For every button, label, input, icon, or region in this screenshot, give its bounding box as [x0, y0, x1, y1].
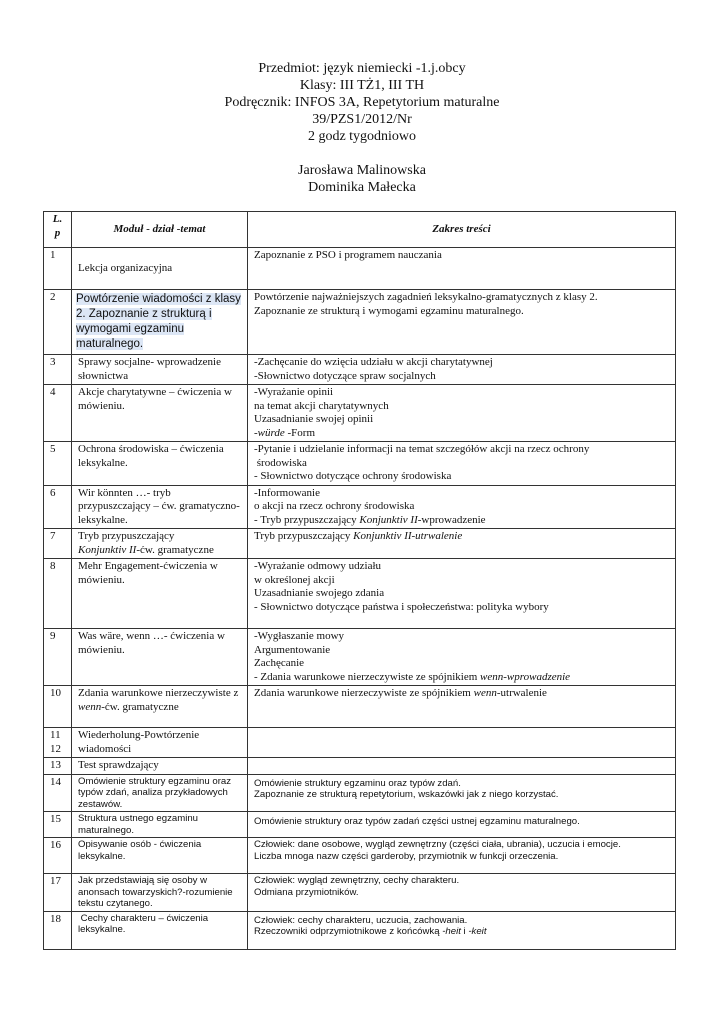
- row-module: Struktura ustnego egzaminu maturalnego.: [72, 812, 248, 838]
- table-row: [44, 485, 676, 529]
- row-number: 1: [44, 248, 72, 290]
- table-row: [44, 686, 676, 728]
- row-number: 3: [44, 355, 72, 385]
- row-module: Ochrona środowiska – ćwiczenia leksykalne.: [72, 442, 248, 486]
- row-module: Wiederholung-Powtórzenie wiadomości: [72, 728, 248, 758]
- classes-line: Klasy: III TŻ1, III TH: [299, 78, 425, 93]
- row-number: 16: [44, 838, 72, 874]
- row-module: Tryb przypuszczający Konjunktiv II-ćw. gramatyczne: [72, 529, 248, 559]
- row-number: 13: [44, 758, 72, 775]
- textbook-line: Podręcznik: INFOS 3A, Repetytorium maturalne: [224, 95, 500, 110]
- table-row: [44, 529, 676, 559]
- row-content: Omówienie struktury oraz typów zadań części ustnej egzaminu maturalnego.: [248, 812, 676, 838]
- table-row: [44, 290, 676, 355]
- row-content: Tryb przypuszczający Konjunktiv II-utrwalenie: [248, 529, 676, 559]
- row-number: 15: [44, 812, 72, 838]
- row-content: -Zachęcanie do wzięcia udziału w akcji charytatywnej -Słownictwo dotyczące spraw socjalnych: [248, 355, 676, 385]
- table-row: [44, 874, 676, 912]
- row-number: 6: [44, 485, 72, 529]
- row-content: Omówienie struktury egzaminu oraz typów zdań. Zapoznanie ze strukturą repetytorium, wskazówki jak z niego korzystać.: [248, 774, 676, 812]
- row-number: 9: [44, 629, 72, 686]
- row-content: Człowiek: wygląd zewnętrzny, cechy charakteru. Odmiana przymiotników.: [248, 874, 676, 912]
- row-content: -Wyrażanie odmowy udziału w określonej akcji Uzasadnianie swojego zdania - Słownictwo dotyczące państwa i społeczeństwa: polityka wybory: [248, 559, 676, 629]
- table-row: [44, 812, 676, 838]
- table-row: [44, 385, 676, 442]
- table-row: [44, 559, 676, 629]
- row-module: Mehr Engagement-ćwiczenia w mówieniu.: [72, 559, 248, 629]
- row-module: Powtórzenie wiadomości z klasy 2. Zapoznanie z strukturą i wymogami egzaminu maturalnego.: [72, 290, 248, 355]
- column-header-content: Zakres treści: [248, 212, 676, 248]
- author-name: Jarosława Malinowska: [298, 163, 426, 178]
- table-row: [44, 774, 676, 812]
- row-content: -Informowanie o akcji na rzecz ochrony środowiska - Tryb przypuszczający Konjunktiv II-wprowadzenie: [248, 485, 676, 529]
- row-number: 4: [44, 385, 72, 442]
- subject-line: Przedmiot: język niemiecki -1.j.obcy: [258, 61, 466, 76]
- column-header-lp: L. p: [44, 212, 72, 248]
- row-number: 2: [44, 290, 72, 355]
- table-row: [44, 838, 676, 874]
- row-content: Zdania warunkowe nierzeczywiste ze spójnikiem wenn-utrwalenie: [248, 686, 676, 728]
- row-module: Lekcja organizacyjna: [72, 248, 248, 290]
- row-content: -Pytanie i udzielanie informacji na temat szczegółów akcji na rzecz ochrony środowiska - Słownictwo dotyczące ochrony środowiska: [248, 442, 676, 486]
- row-number: 11 12: [44, 728, 72, 758]
- row-number: 14: [44, 774, 72, 812]
- table-row: [44, 728, 676, 758]
- table-row: [44, 911, 676, 949]
- table-row: [44, 442, 676, 486]
- row-module: Test sprawdzający: [72, 758, 248, 775]
- row-content: [248, 728, 676, 758]
- curriculum-table: [43, 211, 676, 950]
- row-number: 17: [44, 874, 72, 912]
- row-module: Was wäre, wenn …- ćwiczenia w mówieniu.: [72, 629, 248, 686]
- row-number: 7: [44, 529, 72, 559]
- column-header-module: Moduł - dział -temat: [72, 212, 248, 248]
- table-row: [44, 248, 676, 290]
- row-module: Zdania warunkowe nierzeczywiste z wenn-ćw. gramatyczne: [72, 686, 248, 728]
- row-number: 8: [44, 559, 72, 629]
- row-module: Omówienie struktury egzaminu oraz typów zdań, analiza przykładowych zestawów.: [72, 774, 248, 812]
- table-row: [44, 355, 676, 385]
- row-number: 5: [44, 442, 72, 486]
- row-content: [248, 758, 676, 775]
- row-content: -Wyrażanie opinii na temat akcji charytatywnych Uzasadnianie swojej opinii -würde -Form: [248, 385, 676, 442]
- row-content: -Wygłaszanie mowy Argumentowanie Zachęcanie - Zdania warunkowe nierzeczywiste ze spójnikiem wenn-wprowadzenie: [248, 629, 676, 686]
- hours-line: 2 godz tygodniowo: [307, 129, 417, 144]
- table-row: [44, 758, 676, 775]
- table-row: [44, 629, 676, 686]
- row-content: Człowiek: cechy charakteru, uczucia, zachowania. Rzeczowniki odprzymiotnikowe z końcówką -heit i -keit: [248, 911, 676, 949]
- row-content: Powtórzenie najważniejszych zagadnień leksykalno-gramatycznych z klasy 2. Zapoznanie ze strukturą i wymogami egzaminu maturalnego.: [248, 290, 676, 355]
- author-name: Dominika Małecka: [308, 180, 416, 195]
- row-module: Sprawy socjalne- wprowadzenie słownictwa: [72, 355, 248, 385]
- row-content: Człowiek: dane osobowe, wygląd zewnętrzny (części ciała, ubrania), uczucia i emocje. Liczba mnoga nazw części garderoby, przymiotnik w funkcji orzeczenia.: [248, 838, 676, 874]
- row-module: Cechy charakteru – ćwiczenia leksykalne.: [72, 911, 248, 949]
- row-number: 10: [44, 686, 72, 728]
- row-module: Akcje charytatywne – ćwiczenia w mówieniu.: [72, 385, 248, 442]
- row-content: Zapoznanie z PSO i programem nauczania: [248, 248, 676, 290]
- program-number-line: 39/PZS1/2012/Nr: [312, 112, 412, 127]
- row-module: Jak przedstawiają się osoby w anonsach towarzyskich?-rozumienie tekstu czytanego.: [72, 874, 248, 912]
- row-module: Wir könnten …- tryb przypuszczający – ćw. gramatyczno-leksykalne.: [72, 485, 248, 529]
- row-module: Opisywanie osób - ćwiczenia leksykalne.: [72, 838, 248, 874]
- row-number: 18: [44, 911, 72, 949]
- document-header: [0, 60, 724, 196]
